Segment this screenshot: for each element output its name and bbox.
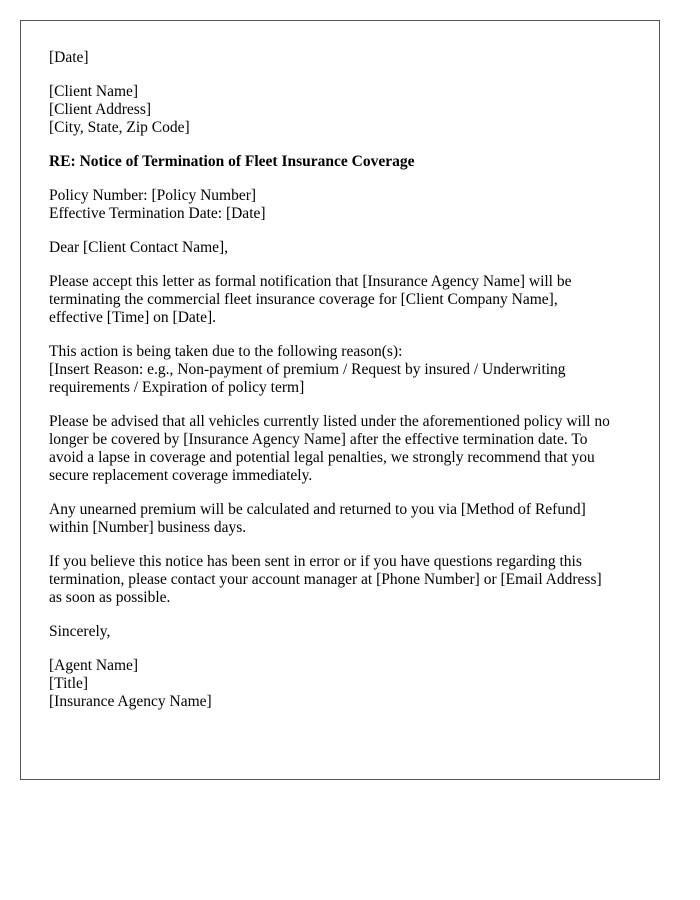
paragraph-line: If you believe this notice has been sent in error or if you have questions regarding this: [49, 553, 582, 570]
paragraph-line: [Insert Reason: e.g., Non-payment of premium / Request by insured / Underwriting: [49, 361, 566, 378]
paragraph-line: within [Number] business days.: [49, 519, 247, 536]
paragraph-line: termination, please contact your account manager at [Phone Number] or [Email Address]: [49, 571, 602, 588]
recipient-address-block: [49, 83, 631, 137]
salutation: Dear [Client Contact Name],: [49, 239, 229, 256]
closing: Sincerely,: [49, 623, 111, 640]
contact-paragraph: [49, 553, 631, 607]
agency-name: [Insurance Agency Name]: [49, 693, 212, 710]
advisory-paragraph: [49, 413, 631, 485]
letter-page: [20, 20, 660, 780]
policy-info-block: [49, 187, 631, 223]
paragraph-line: Any unearned premium will be calculated and returned to you via [Method of Refund]: [49, 501, 586, 518]
paragraph-line: secure replacement coverage immediately.: [49, 467, 313, 484]
reason-paragraph: [49, 343, 631, 397]
agent-title: [Title]: [49, 675, 89, 692]
closing-block: [49, 623, 631, 641]
notification-paragraph: [49, 273, 631, 327]
refund-paragraph: [49, 501, 631, 537]
client-name: [Client Name]: [49, 83, 139, 100]
signature-block: [49, 657, 631, 711]
client-address: [Client Address]: [49, 101, 152, 118]
paragraph-line: Please accept this letter as formal notification that [Insurance Agency Name] will be: [49, 273, 572, 290]
letter-date: [Date]: [49, 49, 89, 66]
salutation-block: [49, 239, 631, 257]
paragraph-line: effective [Time] on [Date].: [49, 309, 216, 326]
paragraph-line: This action is being taken due to the following reason(s):: [49, 343, 403, 360]
paragraph-line: terminating the commercial fleet insurance coverage for [Client Company Name],: [49, 291, 558, 308]
paragraph-line: as soon as possible.: [49, 589, 171, 606]
policy-number: Policy Number: [Policy Number]: [49, 187, 257, 204]
effective-termination-date: Effective Termination Date: [Date]: [49, 205, 266, 222]
paragraph-line: avoid a lapse in coverage and potential legal penalties, we strongly recommend that you: [49, 449, 595, 466]
paragraph-line: longer be covered by [Insurance Agency Name] after the effective termination date. To: [49, 431, 588, 448]
date-line: [49, 49, 631, 67]
paragraph-line: requirements / Expiration of policy term]: [49, 379, 305, 396]
client-city-state-zip: [City, State, Zip Code]: [49, 119, 190, 136]
paragraph-line: Please be advised that all vehicles currently listed under the aforementioned policy will no: [49, 413, 610, 430]
agent-name: [Agent Name]: [49, 657, 139, 674]
subject-line: RE: Notice of Termination of Fleet Insurance Coverage: [49, 153, 415, 170]
subject-block: [49, 153, 631, 171]
